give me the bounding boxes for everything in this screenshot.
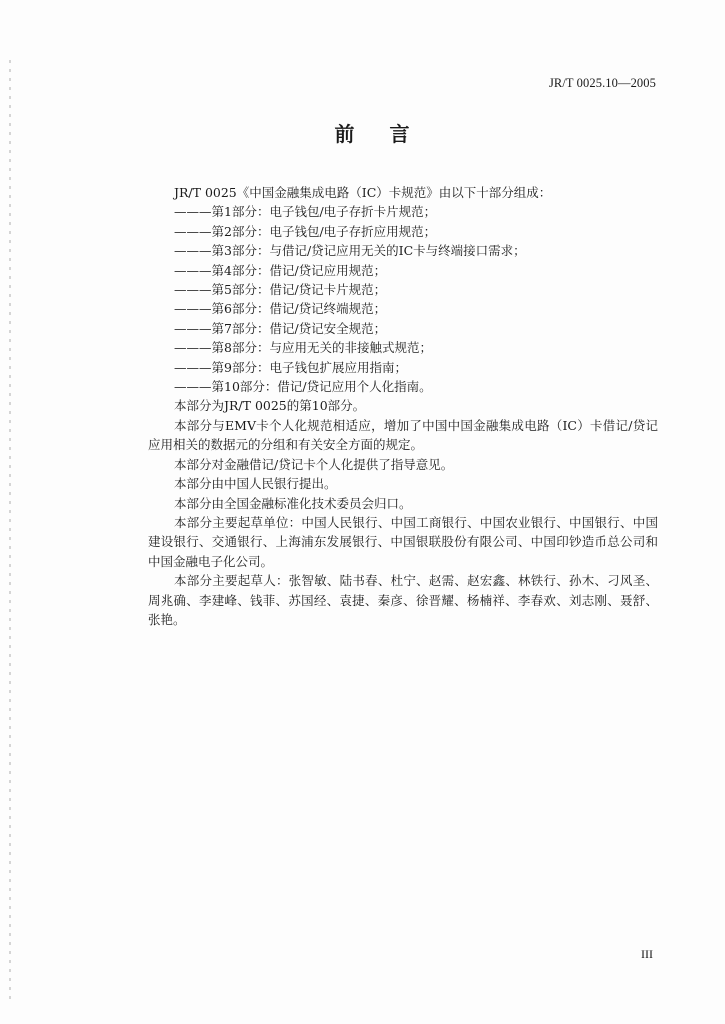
paragraph: 本部分由中国人民银行提出。 <box>174 476 337 492</box>
paragraph: 本部分主要起草人：张智敏、陆书春、杜宁、赵需、赵宏鑫、林铁行、孙木、刁风圣、周兆确、李建峰、钱菲、苏国经、袁捷、秦彦、徐晋耀、杨楠祥、李春欢、刘志刚、聂舒、张艳。 <box>148 573 658 627</box>
scan-edge-dots <box>9 60 11 1000</box>
paragraph: 本部分与EMV卡个人化规范相适应，增加了中国中国金融集成电路（IC）卡借记/贷记应用相关的数据元的分组和有关安全方面的规定。 <box>148 417 658 453</box>
part-item: ———第3部分：与借记/贷记应用无关的IC卡与终端接口需求； <box>174 243 526 259</box>
standard-code: JR/T 0025.10—2005 <box>548 76 656 90</box>
part-item: ———第4部分：借记/贷记应用规范； <box>174 262 387 278</box>
paragraph: 本部分对金融借记/贷记卡个人化提供了指导意见。 <box>174 456 454 472</box>
paragraph: 本部分主要起草单位：中国人民银行、中国工商银行、中国农业银行、中国银行、中国建设银行、交通银行、上海浦东发展银行、中国银联股份有限公司、中国印钞造币总公司和中国金融电子化公司。 <box>148 514 658 569</box>
foreword-body <box>148 183 658 629</box>
paragraph: 本部分由全国金融标准化技术委员会归口。 <box>174 495 412 511</box>
intro-line: JR/T 0025《中国金融集成电路（IC）卡规范》由以下十部分组成： <box>174 185 552 200</box>
part-item: ———第9部分：电子钱包扩展应用指南； <box>174 359 407 375</box>
part-item: ———第5部分：借记/贷记卡片规范； <box>174 282 387 298</box>
part-item: ———第1部分：电子钱包/电子存折卡片规范； <box>174 204 437 220</box>
part-item: ———第7部分：借记/贷记安全规范； <box>174 320 387 336</box>
part-item: ———第2部分：电子钱包/电子存折应用规范； <box>174 223 437 239</box>
paragraph: 本部分为JR/T 0025的第10部分。 <box>174 398 366 414</box>
part-item: ———第10部分：借记/贷记应用个人化指南。 <box>174 379 432 395</box>
part-item: ———第6部分：借记/贷记终端规范； <box>174 301 387 317</box>
page-number: III <box>641 947 653 961</box>
part-item: ———第8部分：与应用无关的非接触式规范； <box>174 340 432 356</box>
page-title: 前 言 <box>334 122 424 146</box>
